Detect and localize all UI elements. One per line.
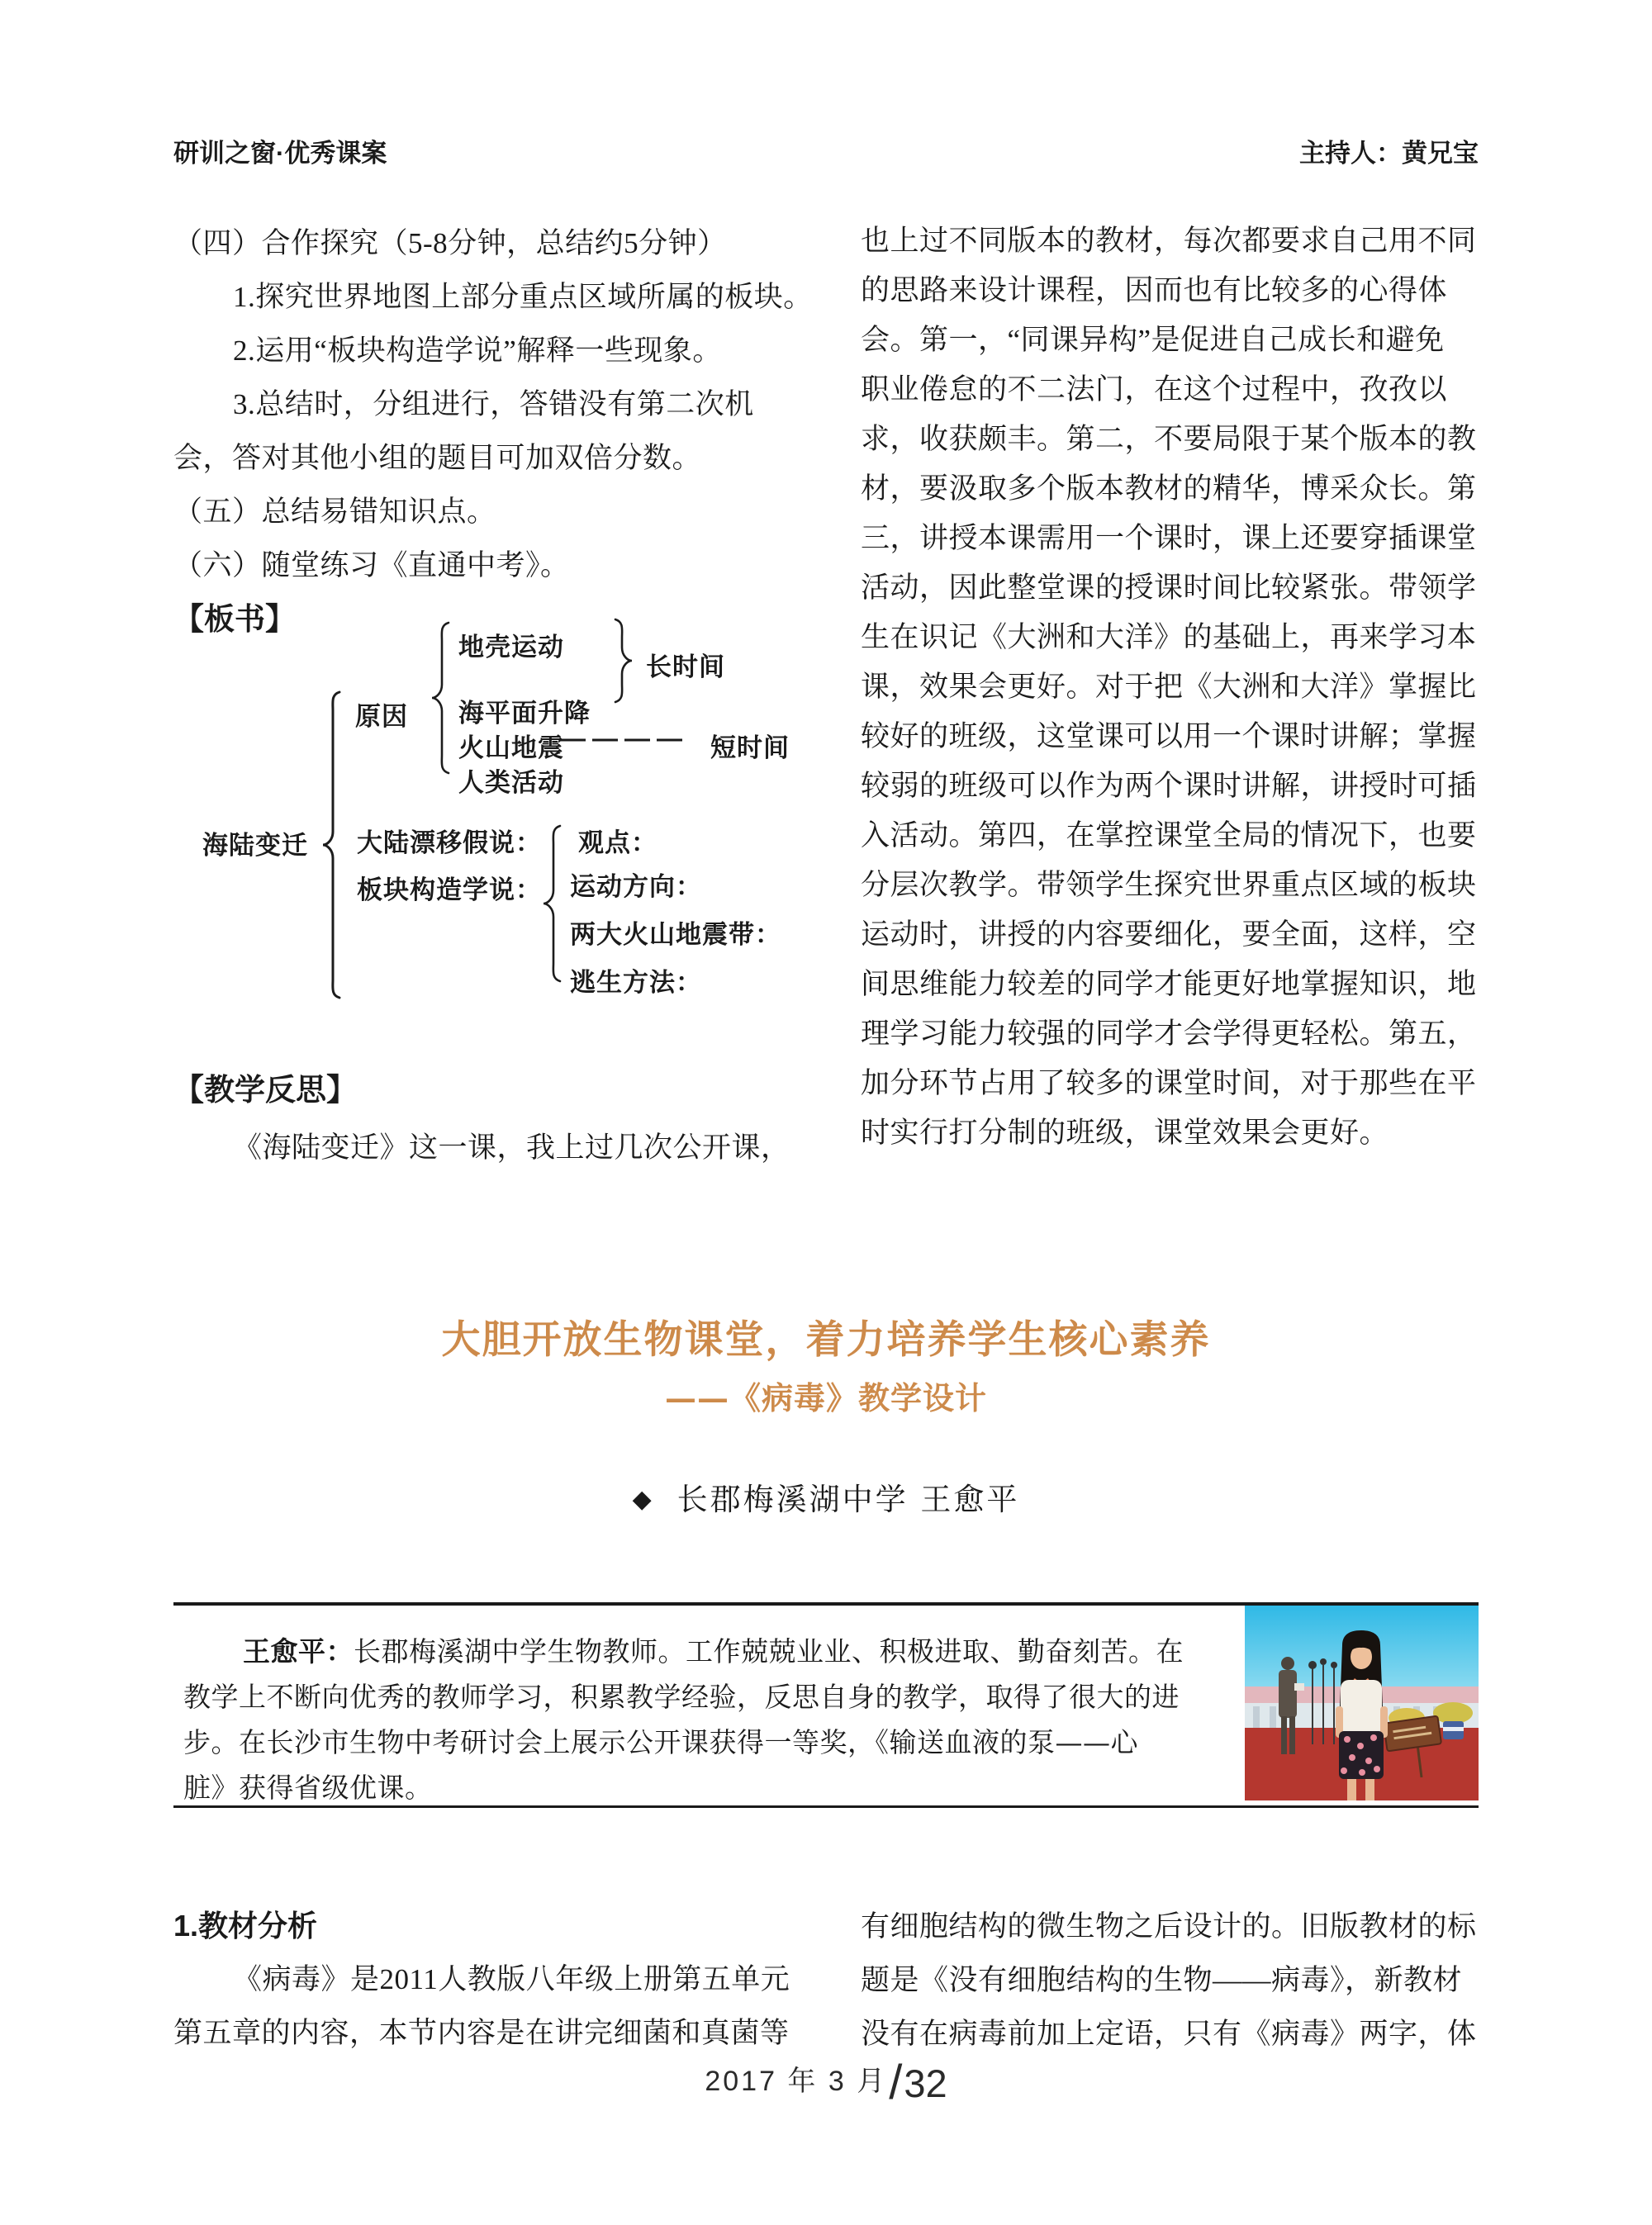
body-line: 较弱的班级可以作为两个课时讲解，讲授时可插 xyxy=(861,770,1477,802)
longtime-label: 长时间 xyxy=(646,652,725,681)
body-line: 会。第一，“同课异构”是促进自己成长和避免 xyxy=(861,324,1445,356)
section1-heading: 1.教材分析 xyxy=(173,1909,318,1943)
cause-item: 人类活动 xyxy=(458,768,564,797)
theory-label: 板块构造学说： xyxy=(357,875,542,904)
body-line: 第五章的内容，本节内容是在讲完细菌和真菌等 xyxy=(173,2017,790,2049)
left-brace-large xyxy=(320,690,345,1002)
host-credit: 主持人：黄兄宝 xyxy=(1299,139,1479,168)
diagram-root-label: 海陆变迁 xyxy=(202,831,308,860)
theory-item: 两大火山地震带： xyxy=(570,920,781,949)
body-line: 材，要汲取多个版本教材的精华，博采众长。第 xyxy=(861,472,1477,505)
body-line: 有细胞结构的微生物之后设计的。旧版教材的标 xyxy=(861,1910,1477,1943)
issue-date: 2017 年 3 月 xyxy=(705,2066,888,2097)
body-line: 加分环节占用了较多的课堂时间，对于那些在平 xyxy=(861,1067,1477,1099)
body-line: 时实行打分制的班级，课堂效果会更好。 xyxy=(861,1117,1389,1149)
body-line: 职业倦怠的不二法门，在这个过程中，孜孜以 xyxy=(861,373,1448,406)
body-line: 课，效果会更好。对于把《大洲和大洋》掌握比 xyxy=(861,671,1477,703)
article1-right-column xyxy=(861,216,1480,1158)
left-brace-cause xyxy=(430,621,454,776)
blackboard-diagram xyxy=(173,633,791,1070)
woman-figure xyxy=(1336,1630,1388,1800)
body-line: 理学习能力较强的同学才会学得更轻松。第五， xyxy=(861,1018,1477,1050)
body-line: 《病毒》是2011人教版八年级上册第五单元 xyxy=(233,1963,790,1995)
reflection-heading: 【教学反思】 xyxy=(173,1073,357,1107)
left-brace-theory xyxy=(541,824,566,986)
theory-item: 观点： xyxy=(578,828,657,857)
body-line: （六）随堂练习《直通中考》。 xyxy=(173,549,570,581)
body-line: 入活动。第四，在掌控课堂全局的情况下，也要 xyxy=(861,819,1477,852)
body-line: 三，讲授本课需用一个课时，课上还要穿插课堂 xyxy=(861,522,1477,554)
page-number: 32 xyxy=(904,2061,947,2105)
microphone xyxy=(1331,1662,1337,1668)
body-line: 分层次教学。带领学生探究世界重点区域的板块 xyxy=(861,869,1477,901)
body-line: 1.探究世界地图上部分重点区域所属的板块。 xyxy=(233,281,813,313)
bio-line: 脏》获得省级优课。 xyxy=(183,1772,433,1804)
author-bio xyxy=(183,1629,1231,1810)
page-footer xyxy=(0,2055,1652,2110)
article2-author-line xyxy=(0,1474,1652,1519)
shorttime-label: 短时间 xyxy=(710,733,790,762)
theory-item: 运动方向： xyxy=(570,872,702,901)
author-name: 长郡梅溪湖中学 王愈平 xyxy=(676,1482,1020,1517)
body-line: 运动时，讲授的内容要细化，要全面，这样，空 xyxy=(861,918,1477,951)
body-line: 间思维能力较差的同学才能更好地掌握知识，地 xyxy=(861,968,1477,1000)
blackboard-heading: 【板书】 xyxy=(173,602,296,636)
body-line: 3.总结时，分组进行，答错没有第二次机 xyxy=(233,388,754,420)
hypothesis-label: 大陆漂移假说： xyxy=(357,828,542,857)
cause-item: 火山地震 xyxy=(458,733,564,762)
bio-name: 王愈平： xyxy=(243,1636,354,1667)
cause-item: 地壳运动 xyxy=(458,633,564,662)
microphone xyxy=(1308,1661,1317,1669)
section1-right-column xyxy=(861,1900,1480,2061)
body-line: 会，答对其他小组的题目可加双倍分数。 xyxy=(173,442,702,474)
body-line: （四）合作探究（5-8分钟，总结约5分钟） xyxy=(173,227,727,259)
body-line: 较好的班级，这堂课可以用一个课时讲解；掌握 xyxy=(861,720,1477,752)
body-line: 没有在病毒前加上定语，只有《病毒》两字，体 xyxy=(861,2018,1477,2050)
cause-item: 海平面升降 xyxy=(458,699,591,728)
bio-line: 教学上不断向优秀的教师学习，积累教学经验，反思自身的教学，取得了很大的进 xyxy=(183,1681,1180,1713)
body-line: 《海陆变迁》这一课，我上过几次公开课， xyxy=(233,1131,790,1164)
footer-slash: / xyxy=(889,2056,903,2109)
bio-text-segment: 长郡梅溪湖中学生物教师。工作兢兢业业、积极进取、勤奋刻苦。在 xyxy=(354,1635,1184,1668)
article2-subtitle: ——《病毒》教学设计 xyxy=(664,1379,987,1416)
teacher-photo xyxy=(1245,1606,1479,1800)
bio-line: 步。在长沙市生物中考研讨会上展示公开课获得一等奖，《输送血液的泵——心 xyxy=(183,1726,1138,1758)
column-header: 研训之窗·优秀课案 xyxy=(173,139,387,168)
dash-connector: ———— xyxy=(560,723,689,752)
cause-label: 原因 xyxy=(355,702,408,731)
body-line: 的思路来设计课程，因而也有比较多的心得体 xyxy=(861,274,1448,306)
theory-item: 逃生方法： xyxy=(570,968,702,997)
body-line: 生在识记《大洲和大洋》的基础上，再来学习本 xyxy=(861,621,1477,653)
body-line: 题是《没有细胞结构的生物——病毒》，新教材 xyxy=(861,1964,1463,1996)
microphone xyxy=(1320,1658,1327,1665)
bio-bottom-rule xyxy=(173,1805,1479,1808)
body-line: 活动，因此整堂课的授课时间比较紧张。带领学 xyxy=(861,572,1477,604)
bio-line xyxy=(183,1629,1231,1674)
right-brace-longtime xyxy=(611,618,636,707)
body-line: （五）总结易错知识点。 xyxy=(173,496,496,528)
body-line: 求，收获颇丰。第二，不要局限于某个版本的教 xyxy=(861,423,1477,455)
body-line: 也上过不同版本的教材，每次都要求自己用不同 xyxy=(861,225,1477,257)
body-line: 2.运用“板块构造学说”解释一些现象。 xyxy=(233,334,722,367)
article1-left-column xyxy=(173,216,813,1174)
section1-left-column xyxy=(173,1900,791,2060)
diamond-bullet-icon: ◆ xyxy=(632,1485,654,1514)
article2-title: 大胆开放生物课堂，着力培养学生核心素养 xyxy=(441,1317,1211,1363)
